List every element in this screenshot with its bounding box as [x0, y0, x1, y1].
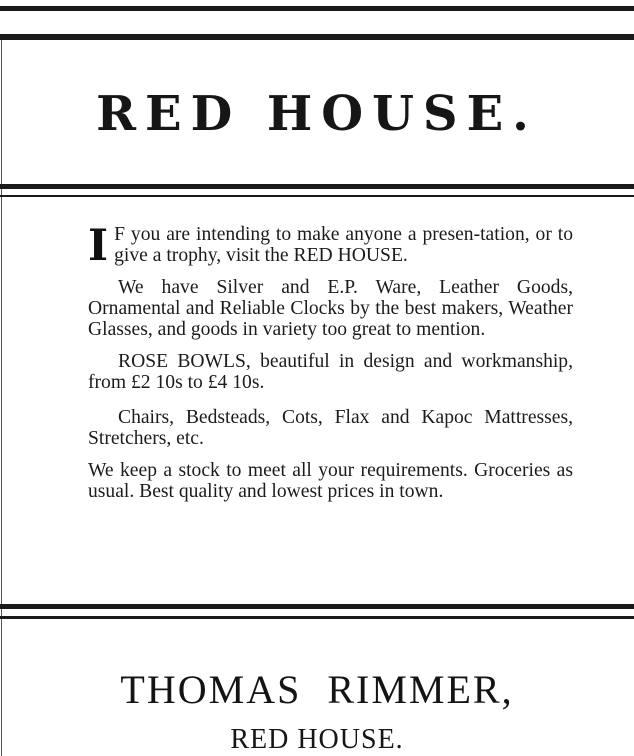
proprietor-name — [0, 666, 634, 713]
paragraph-rose-bowls: ROSE BOWLS, beautiful in design and workmanship, from £2 10s to £4 10s. — [88, 351, 573, 393]
proprietor-first-name: THOMAS — [120, 667, 302, 712]
proprietor-last-name: RIMMER, — [327, 667, 514, 712]
advert-headline: RED HOUSE. — [96, 86, 538, 142]
top-rule-thin — [0, 34, 634, 40]
advert-body — [88, 221, 573, 502]
top-rule-thick — [0, 6, 634, 11]
business-location: RED HOUSE. — [230, 724, 404, 755]
paragraph-intro-text: F you are intending to make anyone a presen-tation, or to give a trophy, visit the RED HOUSE. — [114, 224, 573, 266]
paragraph-stock: We keep a stock to meet all your requirements. Groceries as usual. Best quality and lowest prices in town. — [88, 460, 573, 502]
drop-cap: I — [88, 221, 109, 271]
paragraph-intro — [88, 221, 573, 271]
headline-rule-thick — [0, 184, 634, 189]
footer-rule-thin — [0, 616, 634, 619]
paragraph-furniture: Chairs, Bedsteads, Cots, Flax and Kapoc Mattresses, Stretchers, etc. — [88, 407, 573, 449]
footer-rule-thick — [0, 604, 634, 609]
left-border — [1, 40, 2, 756]
headline-rule-thin — [0, 195, 634, 197]
paragraph-goods: We have Silver and E.P. Ware, Leather Goods, Ornamental and Reliable Clocks by the best makers, Weather Glasses, and goods in variety too great to mention. — [88, 277, 573, 340]
